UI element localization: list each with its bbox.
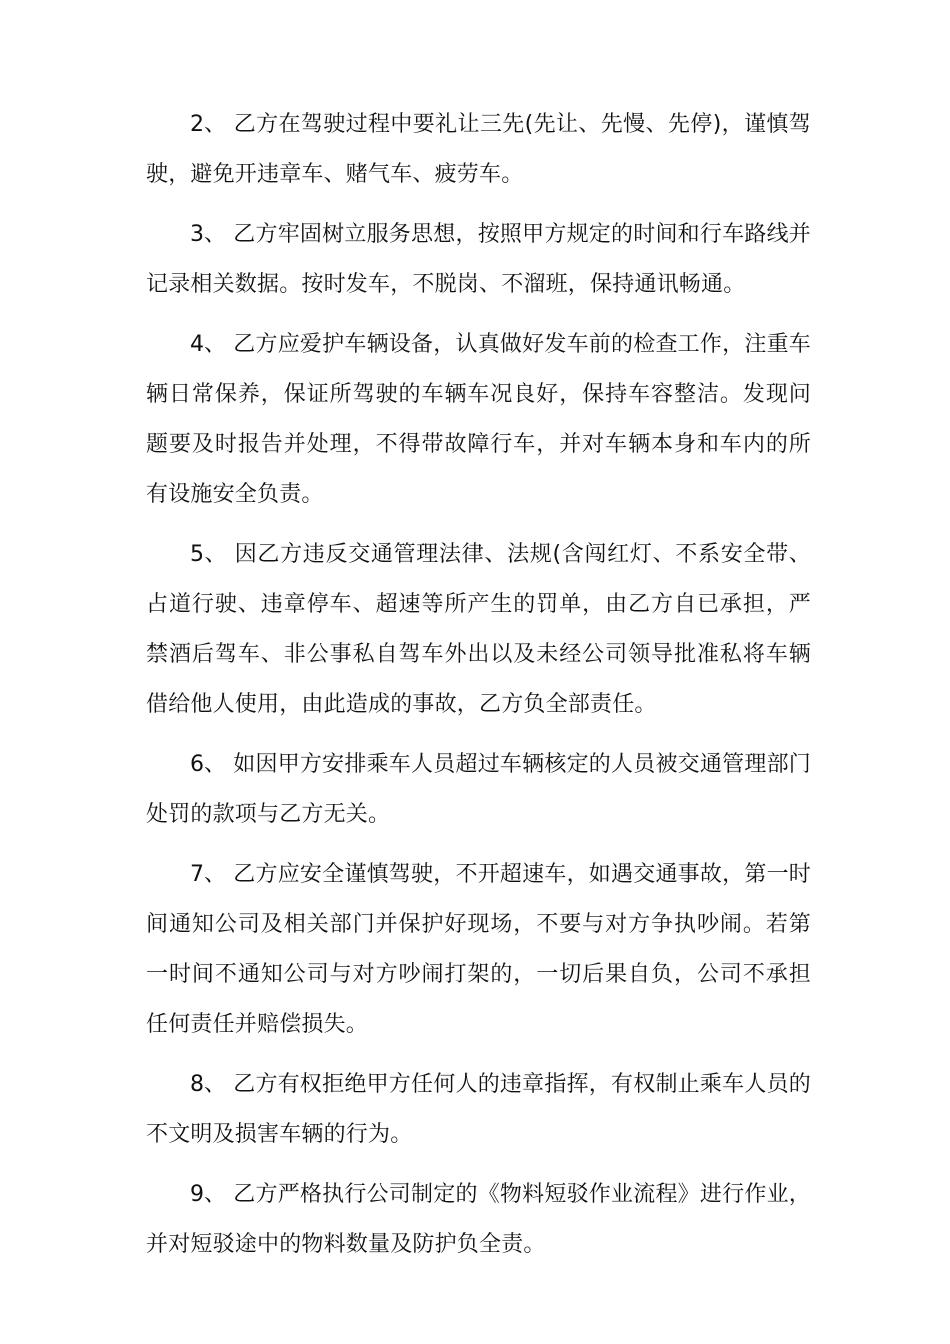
clause-5 (146, 530, 811, 730)
clause-number: 6、 (190, 752, 227, 777)
clause-text: 乙方在驾驶过程中要礼让三先(先让、先慢、先停)，谨慎驾驶，避免开违章车、赌气车、疲劳车。 (146, 112, 811, 187)
clause-9 (146, 1170, 811, 1270)
clause-2 (146, 100, 811, 200)
clause-number: 5、 (190, 542, 227, 567)
clause-6 (146, 740, 811, 840)
clause-number: 3、 (190, 222, 227, 247)
clause-3 (146, 210, 811, 310)
clause-text: 乙方应安全谨慎驾驶，不开超速车，如遇交通事故，第一时间通知公司及相关部门并保护好现场，不要与对方争执吵闹。若第一时间不通知公司与对方吵闹打架的，一切后果自负，公司不承担任何责任并赔偿损失。 (146, 862, 811, 1037)
clause-4 (146, 320, 811, 520)
clause-text: 如因甲方安排乘车人员超过车辆核定的人员被交通管理部门处罚的款项与乙方无关。 (146, 752, 811, 827)
clause-text: 乙方有权拒绝甲方任何人的违章指挥，有权制止乘车人员的不文明及损害车辆的行为。 (146, 1072, 811, 1147)
clause-text: 乙方应爱护车辆设备，认真做好发车前的检查工作，注重车辆日常保养，保证所驾驶的车辆车况良好，保持车容整洁。发现问题要及时报告并处理，不得带故障行车，并对车辆本身和车内的所有设施安全负责。 (146, 332, 811, 507)
clause-number: 8、 (190, 1072, 227, 1097)
clause-number: 4、 (190, 332, 227, 357)
clause-text: 乙方严格执行公司制定的《物料短驳作业流程》进行作业，并对短驳途中的物料数量及防护负全责。 (146, 1182, 811, 1257)
clause-text: 乙方牢固树立服务思想，按照甲方规定的时间和行车路线并记录相关数据。按时发车，不脱岗、不溜班，保持通讯畅通。 (146, 222, 811, 297)
document-body (146, 100, 811, 1280)
clause-number: 2、 (190, 112, 227, 137)
clause-7 (146, 850, 811, 1050)
clause-text: 因乙方违反交通管理法律、法规(含闯红灯、不系安全带、占道行驶、违章停车、超速等所产生的罚单，由乙方自已承担，严禁酒后驾车、非公事私自驾车外出以及未经公司领导批准私将车辆借给他人使用，由此造成的事故，乙方负全部责任。 (146, 542, 811, 717)
clause-number: 9、 (190, 1182, 227, 1207)
clause-8 (146, 1060, 811, 1160)
clause-number: 7、 (190, 862, 227, 887)
